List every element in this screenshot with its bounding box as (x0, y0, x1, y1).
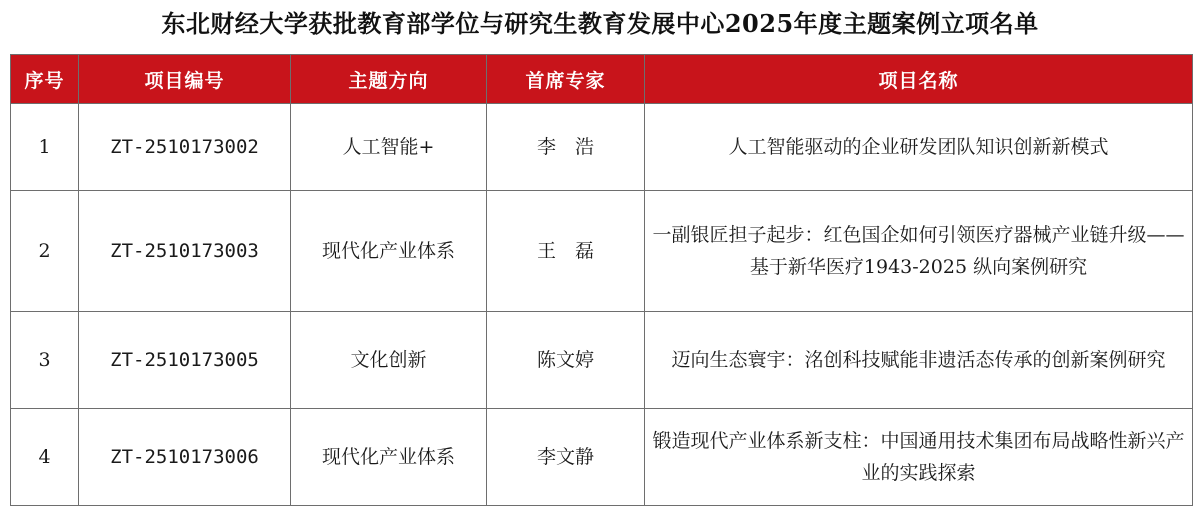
cell-code: ZT-2510173006 (79, 409, 291, 506)
cell-expert: 陈文婷 (487, 312, 645, 409)
table-header-row (11, 55, 1193, 104)
cell-theme: 人工智能+ (291, 104, 487, 191)
cell-expert: 王 磊 (487, 191, 645, 312)
cell-project-name: 迈向生态寰宇：洺创科技赋能非遗活态传承的创新案例研究 (645, 312, 1193, 409)
project-list-table (10, 54, 1193, 506)
cell-expert: 李 浩 (487, 104, 645, 191)
cell-project-name: 人工智能驱动的企业研发团队知识创新新模式 (645, 104, 1193, 191)
cell-project-name: 锻造现代产业体系新支柱：中国通用技术集团布局战略性新兴产业的实践探索 (645, 409, 1193, 506)
cell-code: ZT-2510173003 (79, 191, 291, 312)
cell-index: 2 (11, 191, 79, 312)
cell-theme: 文化创新 (291, 312, 487, 409)
cell-code: ZT-2510173005 (79, 312, 291, 409)
cell-theme: 现代化产业体系 (291, 191, 487, 312)
page-title: 东北财经大学获批教育部学位与研究生教育发展中心2025年度主题案例立项名单 (161, 9, 1039, 38)
cell-index: 4 (11, 409, 79, 506)
cell-expert: 李文静 (487, 409, 645, 506)
table-row (11, 104, 1193, 191)
column-header-expert: 首席专家 (487, 55, 645, 104)
table-row (11, 409, 1193, 506)
column-header-name: 项目名称 (645, 55, 1193, 104)
cell-project-name: 一副银匠担子起步：红色国企如何引领医疗器械产业链升级——基于新华医疗1943-2025 纵向案例研究 (645, 191, 1193, 312)
cell-theme: 现代化产业体系 (291, 409, 487, 506)
column-header-theme: 主题方向 (291, 55, 487, 104)
table-row (11, 191, 1193, 312)
cell-index: 1 (11, 104, 79, 191)
column-header-index: 序号 (11, 55, 79, 104)
cell-code: ZT-2510173002 (79, 104, 291, 191)
table-row (11, 312, 1193, 409)
cell-index: 3 (11, 312, 79, 409)
column-header-code: 项目编号 (79, 55, 291, 104)
